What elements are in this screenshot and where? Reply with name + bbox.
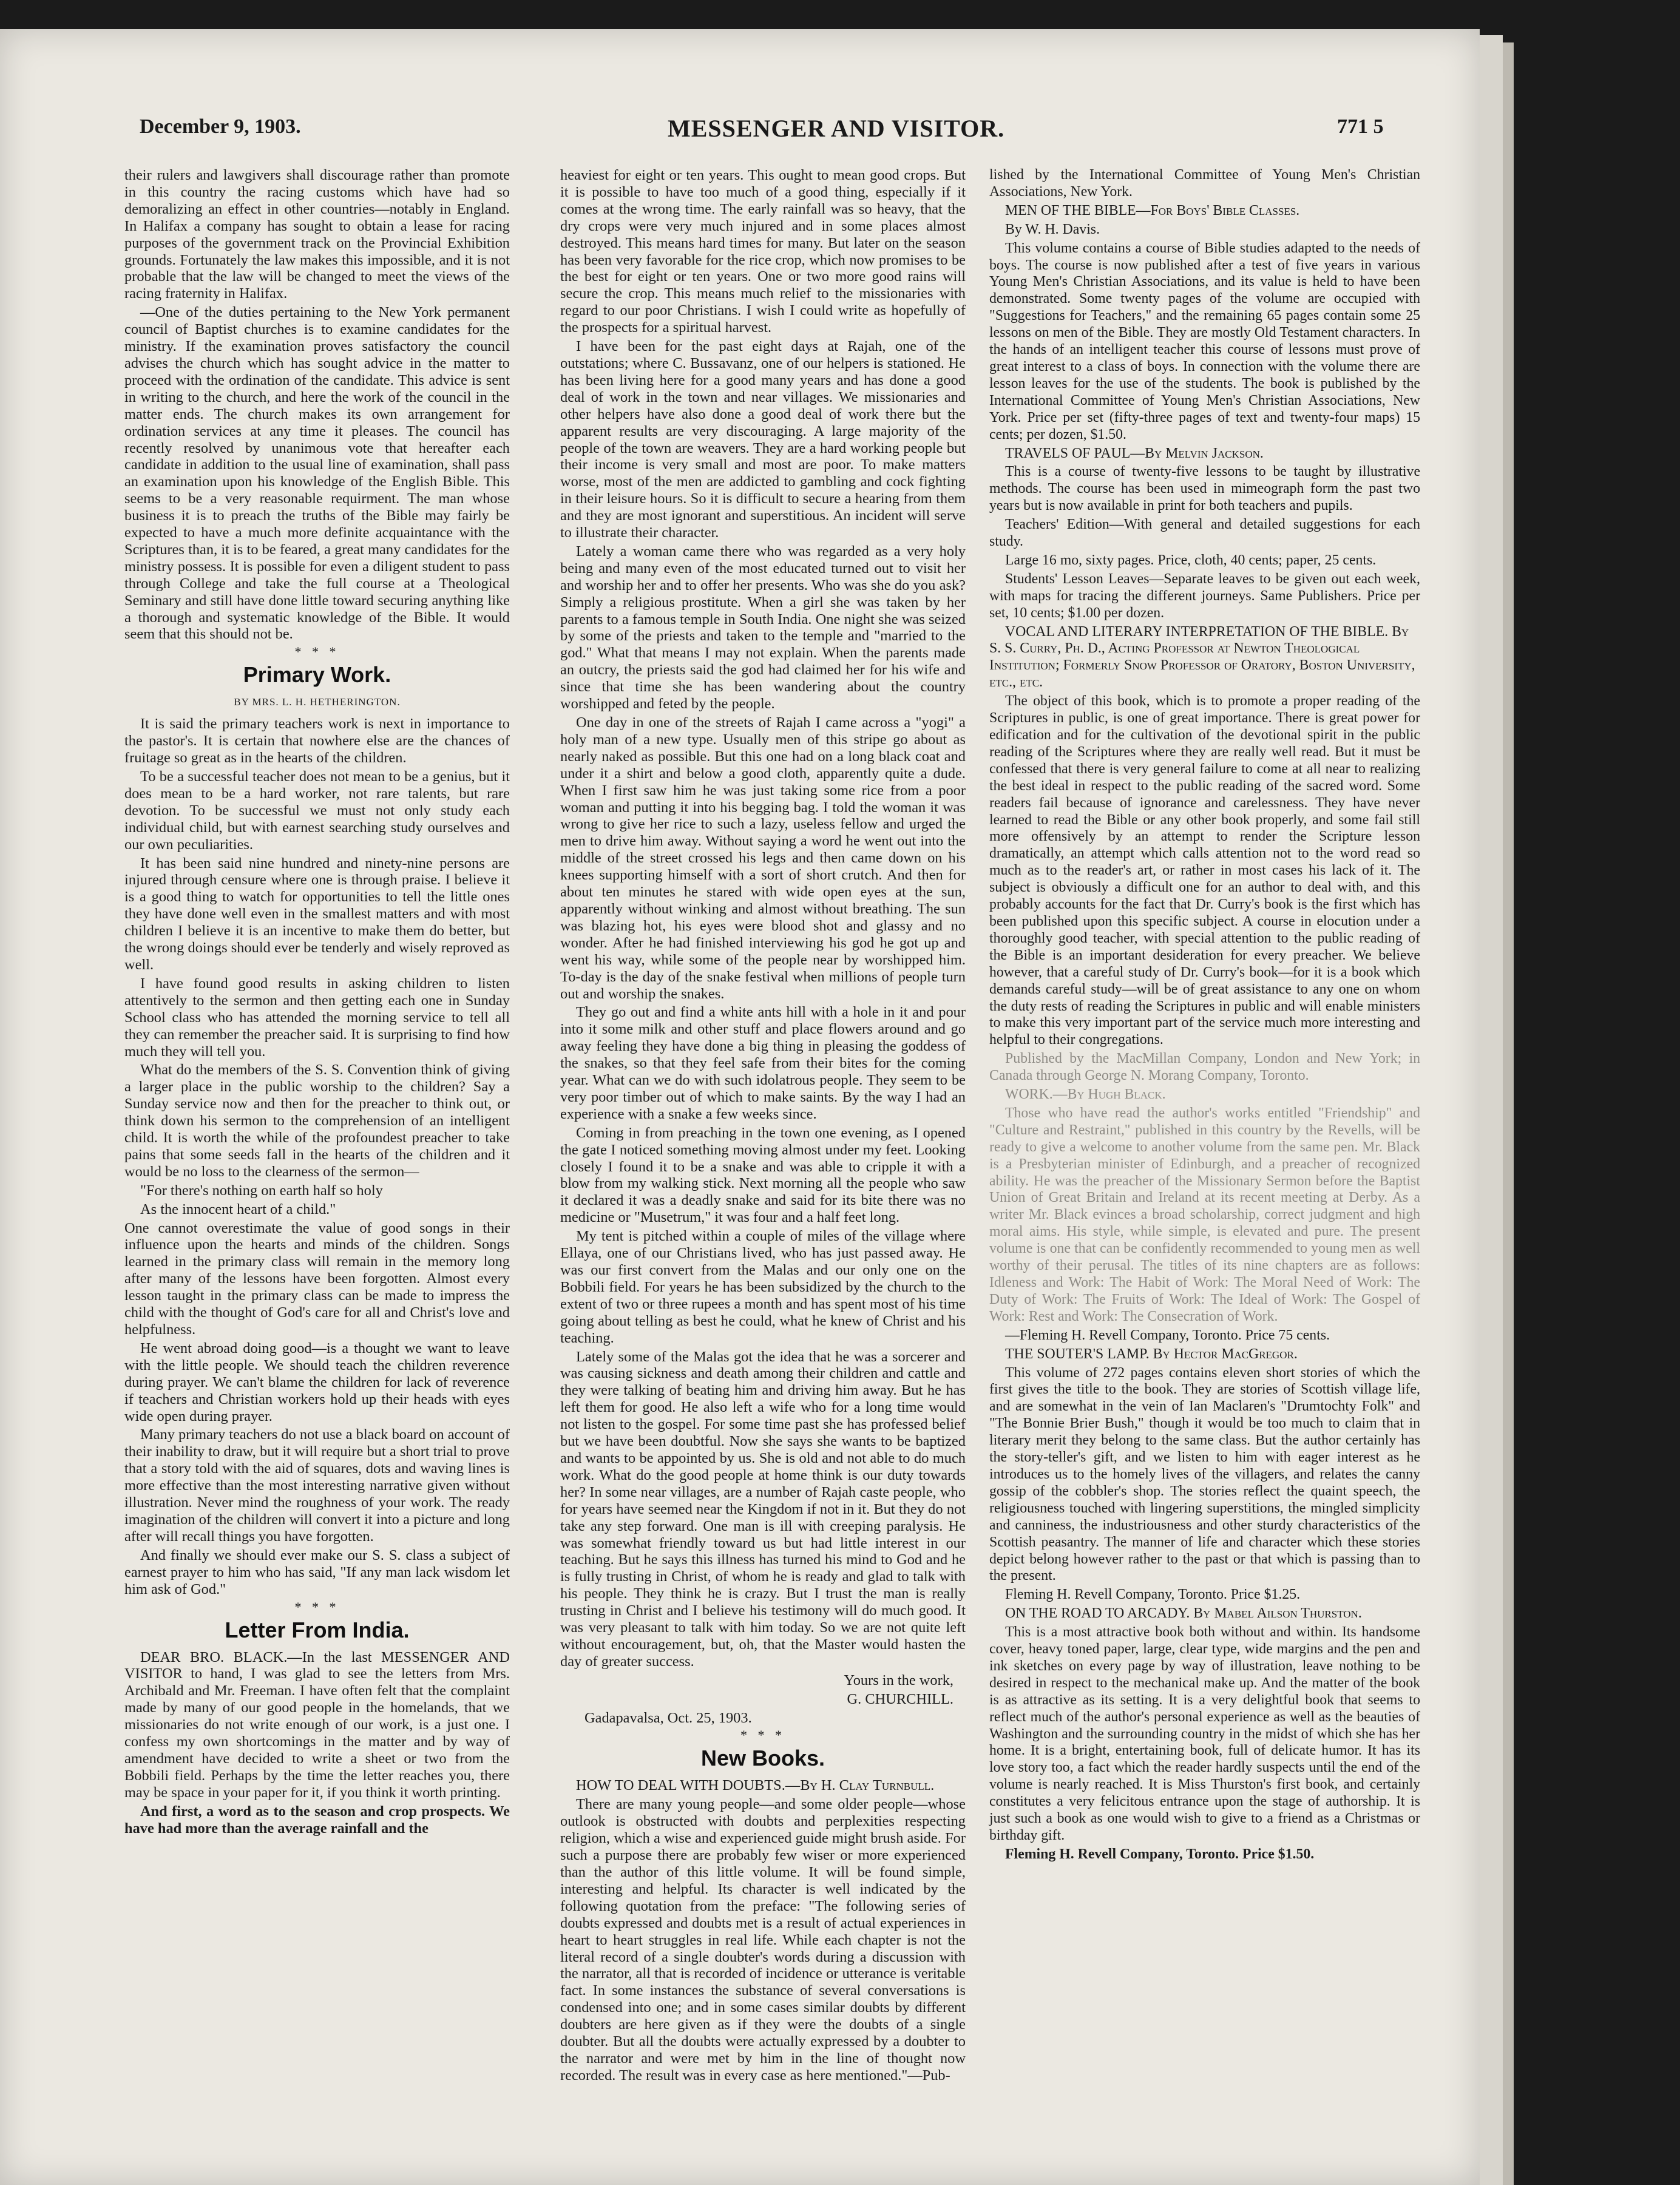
- book-title: VOCAL AND LITERARY INTERPRETATION OF THE BIBLE. By S. S. Curry, Ph. D., Acting Professor at Newton Theological Institution; Formerly Snow Professor of Oratory, Boston University, etc., etc.: [989, 623, 1415, 691]
- paragraph: Lately some of the Malas got the idea that he was a sorcerer and was causing sickness and death among their children and cattle and they were talking of beating him and driving him away. But he has left them for good. He also left a wife who for a long time would not listen to the gospel. For some time past she has professed belief but we have been doubtful. Now she says she wants to be baptized and wants to be appointed by us. She is old and not able to do much work. What do the good people at home think is our duty towards her? In some near villages, are a number of Rajah caste people, who for years have seemed near the Kingdom if not in it. But they do not take any step forward. One man is ill with creeping paralysis. He was somewhat friendly toward us but had little interest in our teaching. But he says this illness has turned his mind to God and he is fully trusting in Christ, of whom he is ready and glad to talk with his people. They think he is crazy. But I trust the man is really trusting in Christ and I believe his testimony will do much good. It was very pleasant to talk with him today. So we are not quite left without encouragement, but, oh, that the Master would hasten the day of greater success.: [560, 1348, 966, 1670]
- paragraph: —Fleming H. Revell Company, Toronto. Price 75 cents.: [1005, 1327, 1330, 1343]
- verse-line: As the innocent heart of a child.": [140, 1201, 336, 1218]
- book-author: By W. H. Davis.: [1005, 221, 1100, 237]
- paragraph: Many primary teachers do not use a black board on account of their inability to draw, but it will require but a short trial to prove that a story told with the aid of squares, dots and waving lines is more effective than the most interesting narrative given without illustration. Never mind the roughness of your work. The ready imagination of the children will convert it into a picture and long after will recall things you have forgotten.: [124, 1426, 510, 1545]
- letter-dateline: Gadapavalsa, Oct. 25, 1903.: [584, 1709, 752, 1726]
- paragraph: I have found good results in asking children to listen attentively to the sermon and then getting each one in Sunday School class who has attended the morning service to tell all they can remember the preacher said. It is surprising to find how much they will tell you.: [124, 975, 510, 1060]
- paragraph: DEAR BRO. BLACK.—In the last MESSENGER AND VISITOR to hand, I was glad to see the letters from Mrs. Archibald and Mr. Freeman. I have often felt that the complaint made by many of our good people in the homelands, that we missionaries do not write enough of our work, is a just one. I confess my own shortcomings in the matter and by way of amendment have decided to write a sheet or two from the Bobbili field. Perhaps by the time the letter reaches you, there may be space in your paper for it, if you think it worth printing.: [124, 1648, 510, 1801]
- column-left: [124, 167, 510, 1838]
- paragraph: Large 16 mo, sixty pages. Price, cloth, 40 cents; paper, 25 cents.: [1005, 552, 1377, 568]
- section-title-primary-work: Primary Work.: [243, 662, 391, 688]
- paragraph: This is a most attractive book both without and within. Its handsome cover, heavy toned paper, large, clear type, wide margins and the pen and ink sketches on every page by way of illustration, leave nothing to be desired in respect to the mechanical make up. And the matter of the book is as attractive as its setting. It is a very delightful book that seems to reflect much of the author's personal experience as well as the beauties of Washington and the surrounding country in the midst of which she has her home. It is a bright, entertaining book, full of delicate humor. It has its love story too, a fact which the reader hardly suspects until the end of the volume is nearly reached. It is Miss Thurston's first book, and certainly constitutes a very felicitous entrance upon the stage of authorship. It is just such a book as one would wish to give to a friend as a Christmas or birthday gift.: [989, 1624, 1420, 1843]
- section-title-new-books: New Books.: [700, 1746, 825, 1771]
- paragraph: Those who have read the author's works entitled "Friendship" and "Culture and Restraint," published in this country by the Revells, will be ready to give a welcome to another volume from the same pen. Mr. Black is a Presbyterian minister of Edinburgh, and a preacher of recognized ability. He was the preacher of the Missionary Sermon before the Baptist Union of Great Britain and Ireland at its recent meeting at Derby. As a writer Mr. Black evinces a broad scholarship, correct judgment and high moral aims. His style, while simple, is elevated and pure. The present volume is one that can be confidently recommended to young men as well worthy of their perusal. The titles of its nine chapters are as follows: Idleness and Work: The Habit of Work: The Moral Need of Work: The Duty of Work: The Fruits of Work: The Ideal of Work: The Gospel of Work: Rest and Work: The Consecration of Work.: [989, 1105, 1420, 1324]
- paragraph: Coming in from preaching in the town one evening, as I opened the gate I noticed something moving almost under my feet. Looking closely I found it to be a snake and was able to cripple it with a blow from my walking stick. Next morning all the people who saw it declared it was a deadly snake and said for its bite there was no medicine or "Musetrum," it was four and a half feet long.: [560, 1124, 966, 1226]
- book-title: MEN OF THE BIBLE—For Boys' Bible Classes.: [1005, 202, 1300, 218]
- paragraph: Published by the MacMillan Company, London and New York; in Canada through George N. Morang Company, Toronto.: [989, 1051, 1420, 1084]
- paragraph: This volume contains a course of Bible studies adapted to the needs of boys. The course is now published after a test of five years in various Young Men's Christian Associations, and its value is held to have been demonstrated. Some twenty pages of the volume are occupied with "Suggestions for Teachers," and the remaining 65 pages contain some 25 lessons on men of the Bible. They are mostly Old Testament characters. In the hands of an intelligent teacher this course of lessons must prove of great interest to a class of boys. In connection with the volume there are lesson leaves for the use of the students. The book is published by the International Committee of Young Men's Christian Associations, New York. Price per set (fifty-three pages of text and twenty-four maps) 15 cents; per dozen, $1.50.: [989, 240, 1420, 442]
- paragraph: Teachers' Edition—With general and detailed suggestions for each study.: [989, 517, 1420, 550]
- book-title: HOW TO DEAL WITH DOUBTS.—By H. Clay Turnbull.: [576, 1777, 935, 1794]
- book-title: WORK.—By Hugh Black.: [1005, 1086, 1166, 1103]
- byline: BY MRS. L. H. HETHERINGTON.: [234, 696, 401, 708]
- paragraph: My tent is pitched within a couple of miles of the village where Ellaya, one of our Christians lived, who has just passed away. He was our first convert from the Malas and our only one on the Bobbili field. For years he has been subsidized by the church to the extent of two or three rupees a month and has spent most of his time going about telling as best he could, what he knew of Christ and his teaching.: [560, 1228, 966, 1346]
- page-header: [140, 115, 1414, 158]
- paragraph: lished by the International Committee of Young Men's Christian Associations, New York.: [989, 167, 1420, 200]
- paragraph: And first, a word as to the season and crop prospects. We have had more than the average rainfall and the: [124, 1803, 510, 1837]
- section-title-letter-from-india: Letter From India.: [225, 1617, 410, 1642]
- section-divider: * * *: [294, 644, 340, 660]
- section-divider: * * *: [740, 1727, 785, 1743]
- paragraph: —One of the duties pertaining to the New York permanent council of Baptist churches is to examine candidates for the ministry. If the examination proves satisfactory the council advises the church which has sought advice in the matter to proceed with the ordination of the candidate. This advice is sent in writing to the church, and here the work of the council in the matter ends. The church makes its own arrangement for ordination services at any time it pleases. The council has recently resolved by unanimous vote that hereafter each candidate in addition to the usual line of examination, shall pass an examination upon his knowledge of the English Bible. This seems to be a very reasonable requirment. The man whose business it is to preach the truths of the Bible may fairly be expected to have a much more definite acquaintance with the Scriptures than, it is to be feared, a great many candidates for the ministry possess. It is possible for even a diligent student to pass through College and take the full course at a Theological Seminary and still have done little toward securing anything like a thorough and systematic knowledge of the Bible. It would seem that this should not be.: [124, 304, 510, 643]
- page-gutter: [1480, 35, 1503, 2185]
- page-gutter-shadow: [1503, 42, 1514, 2185]
- paragraph: I have been for the past eight days at Rajah, one of the outstations; where C. Bussavanz, one of our helpers is stationed. He has been living here for a good many years and has done a good deal of work in the town and near villages. We missionaries and other helpers have also done a good deal of work there but the apparent results are very discouraging. A large majority of the people of the town are weavers. They are a hard working people but their income is very small and most are poor. To make matters worse, most of the men are addicted to gambling and cock fighting in their leisure hours. So it is difficult to secure a hearing from them and they are most ignorant and superstitious. An incident will serve to illustrate their character.: [560, 338, 966, 541]
- book-title: TRAVELS OF PAUL—By Melvin Jackson.: [1005, 445, 1264, 461]
- paragraph: their rulers and lawgivers shall discourage rather than promote in this country the racing customs which have had so demoralizing an effect in other countries—notably in England. In Halifax a company has sought to obtain a lease for racing purposes of the government track on the Provincial Exhibition grounds. Fortunately the law makes this impossible, and it is not probable that the law will be changed to meet the views of the racing fraternity in Halifax.: [124, 167, 510, 302]
- paragraph: One day in one of the streets of Rajah I came across a "yogi" a holy man of a new type. Usually men of this stripe go about as nearly naked as possible. But this one had on a long black coat and under it a shirt and below a good cloth, apparently quite a dude. When I first saw him he was just taking some rice from a poor woman and putting it into his begging bag. I told the woman it was wrong to give her rice to such a lazy, useless fellow and urged the men to drive him away. Without saying a word he went out into the middle of the street crossed his legs and then came down on his knees supporting himself with a sort of short crutch. And then for about ten minutes he stared with wide open eyes at the sun, apparently without winking and almost without breathing. The sun was blazing hot, his eyes were blood shot and glassy and no wonder. After he had finished interviewing his god he got up and went his way, while some of the people near by worshipped him. To-day is the day of the snake festival when millions of people turn out and worship the snakes.: [560, 714, 966, 1002]
- paragraph: The object of this book, which is to promote a proper reading of the Scriptures in public, is one of great importance. There is great power for edification and for the cultivation of the devotional spirit in the public reading of the Scriptures where they are really well read. But it must be confessed that there is very general failure to come at all near to realizing the best ideal in respect to the public reading of the sacred word. Some readers fail because of ignorance and carelessness. They have never learned to read the Bible or any other book properly, and some fail still more offensively by an attempt to render the Scripture lesson dramatically, an attempt which calls attention not to the word read so much as to the reader's art, or rather in most cases his lack of it. The subject is obviously a difficult one for an author to deal with, and this probably accounts for the fact that Dr. Curry's book is the first which has been published upon this specific subject. A course in elocution under a thoroughly good teacher, with special attention to the public reading of the Bible is an important desideration for every preacher. We believe however, that a careful study of Dr. Curry's book—for it is a book which demands careful study—will be of great assistance to any one on whom the duty rests of reading the Scriptures in public and will enable ministers to make this very important part of the service much more interesting and helpful to their congregations.: [989, 693, 1420, 1048]
- paragraph: To be a successful teacher does not mean to be a genius, but it does mean to be a hard worker, not rare talents, but rare devotion. To be successful we must not only study each individual child, but with earnest searching study ourselves and our own peculiarities.: [124, 768, 510, 853]
- verse-line: "For there's nothing on earth half so holy: [140, 1182, 383, 1199]
- paragraph: What do the members of the S. S. Convention think of giving a larger place in the public worship to the children? Say a Sunday service now and then for the preacher to think out, or think down his sermon to the comprehension of an intelligent child. It is worth the while of the profoundest preacher to take pains that some seeds fall in the hearts of the children and it would be no loss to the clearness of the sermon—: [124, 1062, 510, 1180]
- paragraph: Lately a woman came there who was regarded as a very holy being and many even of the most educated turned out to visit her and worship her and to offer her presents. Who was she do you ask? Simply a religious prostitute. When a girl she was taken by her parents to a famous temple in South India. One night she was seized by some of the priests and taken to the temple and "married to the god." What that means I may not explain. When the parents made an outcry, the priests said the god had claimed her for his wife and since that time she has been wandering about the country worshipped and feted by the people.: [560, 543, 966, 713]
- paragraph: This is a course of twenty-five lessons to be taught by illustrative methods. The course has been used in mimeograph form the past two years but is now available in print for both teachers and pupils.: [989, 464, 1420, 514]
- paragraph: Fleming H. Revell Company, Toronto. Price $1.50.: [1005, 1846, 1315, 1862]
- paragraph: There are many young people—and some older people—whose outlook is obstructed with doubts and perplexities respecting religion, which a wise and experienced guide might brush aside. For such a purpose there are probably few wiser or more experienced than the author of this little volume. It will be found simple, interesting and helpful. Its character is well indicated by the following quotation from the preface: "The following series of doubts expressed and doubts met is a result of actual experiences in heart to heart struggles in real life. While each chapter is not the literal record of a single doubter's words during a discussion with the narrator, all that is recorded of incidence or utterance is veritable fact. In some instances the substance of several conversations is condensed into one; and in some cases similar doubts by different doubters are here given as if they were the doubts of a single doubter. But all the doubts were actually expressed by a doubter to the narrator and were met by him in the line of thought now recorded. The result was in every case as here mentioned."—Pub-: [560, 1796, 966, 2084]
- paragraph: One cannot overestimate the value of good songs in their influence upon the hearts and minds of the children. Songs learned in the primary class will remain in the memory long after many of the lessons have been forgotten. Almost every lesson taught in the primary class can be made to impress the child with the thought of God's care for all and Christ's love and helpfulness.: [124, 1219, 510, 1338]
- letter-signature: G. CHURCHILL.: [847, 1690, 953, 1707]
- paragraph: This volume of 272 pages contains eleven short stories of which the first gives the title to the book. They are stories of Scottish village life, and are somewhat in the vein of Ian Maclaren's "Drumtochty Folk" and "The Bonnie Brier Bush," though it would be too much to claim that in literary merit they belong to the same class. But the author certainly has the story-teller's gift, and we listen to him with eager interest as he introduces us to the homely lives of the villagers, and relates the canny gossip of the cobbler's shop. The stories reflect the quaint speech, the religiousness touched with lingering superstitions, the mingled simplicity and canniness, the industriousness and other sturdy characteristics of the Scottish peasantry. The manner of life and character which these stories depict belong however rather to the past or that which is passing than to the present.: [989, 1364, 1420, 1584]
- column-middle: [560, 167, 966, 2086]
- paragraph: It is said the primary teachers work is next in importance to the pastor's. It is certain that nowhere else are the chances of fruitage so great as in the hearts of the children.: [124, 716, 510, 767]
- section-divider: * * *: [294, 1599, 340, 1614]
- header-page-number: 771 5: [1337, 115, 1384, 138]
- paragraph: And finally we should ever make our S. S. class a subject of earnest prayer to him who has said, "If any man lack wisdom let him ask of God.": [124, 1546, 510, 1597]
- paragraph: heaviest for eight or ten years. This ought to mean good crops. But it is possible to have too much of a good thing, especially if it comes at the wrong time. The early rainfall was so heavy, that the dry crops were very much injured and in some places almost destroyed. This means hard times for many. But later on the season has been very favorable for the rice crop, which now promises to be the best for eight or ten years. One or two more good rains will secure the crop. This means much relief to the missionaries with regard to our poor Christians. I wish I could write as hopefully of the prospects for a spiritual harvest.: [560, 167, 966, 336]
- book-title: ON THE ROAD TO ARCADY. By Mabel Ailson Thurston.: [1005, 1605, 1362, 1622]
- header-title: MESSENGER AND VISITOR.: [668, 115, 1005, 142]
- column-right: [989, 167, 1420, 1865]
- paragraph: Fleming H. Revell Company, Toronto. Price $1.25.: [1005, 1587, 1301, 1603]
- book-title: THE SOUTER'S LAMP. By Hector MacGregor.: [1005, 1346, 1298, 1362]
- header-date: December 9, 1903.: [140, 115, 301, 138]
- paragraph: Students' Lesson Leaves—Separate leaves to be given out each week, with maps for tracing the different journeys. Same Publishers. Price per set, 10 cents; $1.00 per dozen.: [989, 571, 1420, 621]
- paragraph: It has been said nine hundred and ninety-nine persons are injured through censure where one is through praise. I believe it is a good thing to watch for opportunities to tell the little ones they have done well even in the smallest matters and with most children I believe it is an incentive to make them do better, but the wrong doings should ever be tenderly and wisely reproved as well.: [124, 855, 510, 973]
- letter-closing: Yours in the work,: [844, 1672, 953, 1689]
- paragraph: He went abroad doing good—is a thought we want to leave with the little people. We should teach the children reverence during prayer. We can't blame the children for lack of reverence if teachers and Christian workers hold up their heads with eyes wide open during prayer.: [124, 1340, 510, 1424]
- paragraph: They go out and find a white ants hill with a hole in it and pour into it some milk and other stuff and place flowers around and go away feeling they have done a big thing in pleasing the goddess of the snakes, so that they feel safe from their bites for the coming year. What can we do with such idolatrous people. They seem to be very poor timber out of which to make saints. By the way I had an experience with a snake a few weeks since.: [560, 1004, 966, 1122]
